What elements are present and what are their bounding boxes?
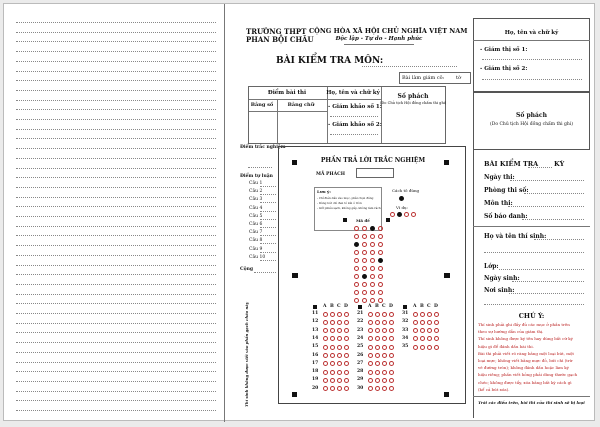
answer-bubble[interactable] [337, 320, 342, 325]
right-examiner-2-dots [482, 79, 582, 80]
nation-title: CỘNG HÒA XÃ HỘI CHỦ NGHĨA VIỆT NAM [309, 27, 468, 35]
question-score-dots [260, 186, 276, 187]
answer-question-number: 17 [312, 360, 319, 366]
writing-line [16, 90, 216, 91]
candidate-id-label: Số báo danh: [484, 213, 528, 220]
question-score-dots [260, 252, 276, 253]
attention-footer: Trái các điều trên, bài thi của thí sinh sẽ bị loại [478, 400, 585, 405]
examiner-2-dots [330, 134, 378, 135]
answer-bubble[interactable] [420, 312, 425, 317]
code-bubble[interactable] [354, 298, 359, 303]
code-bubble[interactable] [378, 274, 383, 279]
question-score-label: Câu 3 [249, 197, 263, 203]
code-bubble[interactable] [362, 234, 367, 239]
side-mark [292, 273, 298, 278]
question-score-label: Câu 4 [249, 205, 263, 211]
score-words-col: Bằng chữ [287, 102, 315, 108]
subject-dots [362, 66, 457, 67]
answer-question-number: 35 [402, 344, 409, 350]
answer-bubble[interactable] [413, 312, 418, 317]
room-dots [524, 193, 584, 194]
code-grid-label: Mã đề [356, 218, 370, 223]
writing-line [16, 61, 216, 62]
writing-line [16, 51, 216, 52]
code-bubble[interactable] [378, 266, 383, 271]
attention-line: Bài thi phải viết rõ ràng bằng một loại bút, một [478, 350, 575, 356]
answer-sheet-title: PHẦN TRẢ LỜI TRẮC NGHIỆM [320, 157, 426, 164]
writing-line [16, 109, 216, 110]
answer-bubble[interactable] [389, 345, 394, 350]
writing-line [16, 294, 216, 295]
mc-score-label: Điểm trắc nghiệm [240, 145, 286, 150]
question-score-dots [260, 227, 276, 228]
place-dots-2 [484, 304, 584, 305]
attention-line: hiệu riêng; phần viết hỏng phải dùng thước gạch [478, 372, 578, 378]
answer-bubble[interactable] [330, 312, 335, 317]
answer-letter-header: D [389, 304, 393, 309]
answer-bubble[interactable] [434, 312, 439, 317]
right-exam-title: BÀI KIỂM TRA [484, 160, 539, 168]
corner-mark [292, 392, 297, 397]
code-field-label: MÃ PHÁCH [316, 172, 345, 177]
answer-bubble[interactable] [344, 320, 349, 325]
answer-bubble[interactable] [382, 370, 387, 375]
code-bubble[interactable] [378, 258, 383, 263]
answer-bubble[interactable] [413, 345, 418, 350]
exam-sheet [3, 3, 595, 421]
answer-question-number: 34 [402, 335, 409, 341]
answer-bubble[interactable] [368, 345, 373, 350]
answer-bubble[interactable] [389, 312, 394, 317]
answer-question-number: 24 [357, 335, 364, 341]
right-code-box [473, 92, 590, 150]
answer-bubble[interactable] [389, 320, 394, 325]
answer-bubble[interactable] [389, 353, 394, 358]
question-score-label: Câu 9 [249, 246, 263, 252]
example-bubble [404, 212, 409, 217]
code-bubble[interactable] [354, 282, 359, 287]
answer-letter-header: D [344, 304, 348, 309]
code-bubble[interactable] [362, 274, 367, 279]
answer-letter-header: A [413, 304, 417, 309]
writing-line [16, 32, 216, 33]
answer-question-number: 32 [402, 319, 409, 325]
code-bubble[interactable] [370, 258, 375, 263]
subject-label: Môn thi: [484, 200, 513, 207]
code-bubble[interactable] [370, 274, 375, 279]
answer-bubble[interactable] [375, 378, 380, 383]
answer-question-number: 14 [312, 335, 319, 341]
question-score-dots [260, 202, 276, 203]
attention-line: loại mực; không viết bằng mực đỏ, bút chì (trừ [478, 358, 573, 363]
answer-letter-header: B [330, 304, 334, 309]
date-dots [510, 180, 584, 181]
writing-line [16, 313, 216, 314]
question-score-label: Câu 7 [249, 230, 263, 236]
writing-line [16, 80, 216, 81]
writing-line [16, 71, 216, 72]
answer-bubble[interactable] [344, 378, 349, 383]
answer-bubble[interactable] [323, 353, 328, 358]
right-examiners-title: Họ, tên và chữ ký [504, 30, 559, 36]
answer-bubble[interactable] [427, 312, 432, 317]
writing-line [16, 226, 216, 227]
attention-line: chéo; không được tẩy, xóa bằng bất kỳ cách gì [478, 379, 572, 385]
answer-question-number: 22 [357, 319, 364, 325]
answer-question-number: 21 [357, 311, 364, 316]
answer-question-number: 18 [312, 369, 319, 375]
code-note: (Do Chủ tịch Hội đồng chấm thi ghi) [380, 101, 447, 105]
writing-line [16, 400, 216, 401]
right-code-note: (Do Chủ tịch Hội đồng chấm thi ghi) [489, 122, 574, 127]
footer-rule [473, 396, 590, 397]
answer-bubble[interactable] [413, 320, 418, 325]
right-exam-dots [528, 167, 552, 168]
answer-column-mark [403, 305, 407, 309]
score-number-col: Bằng số [250, 102, 274, 108]
answer-bubble[interactable] [389, 370, 394, 375]
answer-question-number: 29 [357, 377, 364, 383]
answer-question-number: 23 [357, 327, 364, 333]
question-score-label: Câu 6 [249, 222, 263, 227]
writing-line [16, 148, 216, 149]
writing-line [16, 187, 216, 188]
vertical-note-text: Thí sinh không được viết vào phần gạch chéo này [244, 302, 249, 407]
writing-line [16, 168, 216, 169]
answer-letter-header: B [420, 304, 424, 309]
answer-question-number: 28 [357, 369, 364, 375]
right-examiner-1: - Giám thị số 1: [480, 47, 528, 53]
answer-bubble[interactable] [330, 353, 335, 358]
separator-left [224, 4, 225, 422]
writing-line [16, 255, 216, 256]
writing-line [16, 216, 216, 217]
example-bubble [390, 212, 395, 217]
question-score-dots [260, 194, 276, 195]
answer-letter-header: C [427, 304, 431, 309]
example-bubble [397, 212, 402, 217]
examiners-header: Họ, tên và chữ ký [326, 90, 380, 96]
notes-line-3: - Giữ phiếu sạch, không gấp, không làm rách [317, 206, 381, 210]
answer-bubble[interactable] [323, 345, 328, 350]
answer-question-number: 26 [357, 352, 364, 358]
motto-underline [344, 44, 414, 45]
examiner-2-label: - Giám khảo số 2: [328, 122, 382, 128]
writing-line [16, 284, 216, 285]
answer-bubble[interactable] [420, 345, 425, 350]
writing-line [16, 410, 216, 411]
writing-line [16, 274, 216, 275]
candidate-name-dots [534, 239, 584, 240]
notes-line-2: - Dùng bút chì đen tô kín ô tròn [317, 201, 362, 205]
question-score-dots [260, 219, 276, 220]
place-dots [509, 293, 584, 294]
essay-score-label: Điểm tự luận [240, 174, 273, 179]
answer-bubble[interactable] [323, 378, 328, 383]
page-count-unit: tờ [456, 75, 462, 81]
answer-bubble[interactable] [389, 378, 394, 383]
dob-dots [512, 281, 584, 282]
code-bubble[interactable] [370, 242, 375, 247]
code-bubble[interactable] [354, 242, 359, 247]
notes-line-1: - Chỉ điền dấu vào mục, phải chọn đúng [317, 196, 374, 200]
code-bubble[interactable] [370, 290, 375, 295]
answer-bubble[interactable] [382, 320, 387, 325]
answer-bubble[interactable] [344, 345, 349, 350]
answer-bubble[interactable] [368, 320, 373, 325]
place-label: Nơi sinh: [484, 287, 515, 294]
attention-title: CHÚ Ý: [518, 312, 545, 320]
candidate-id-dots [522, 219, 584, 220]
answer-bubble[interactable] [375, 370, 380, 375]
answer-bubble[interactable] [323, 370, 328, 375]
answer-bubble[interactable] [434, 320, 439, 325]
right-divider-1 [473, 226, 590, 227]
writing-line [16, 206, 216, 207]
code-bubble[interactable] [370, 298, 375, 303]
code-bubble[interactable] [354, 290, 359, 295]
code-field[interactable] [356, 168, 394, 178]
question-score-label: Câu 5 [249, 213, 263, 219]
example-bubble-correct [399, 196, 404, 201]
answer-bubble[interactable] [344, 312, 349, 317]
code-bubble[interactable] [378, 242, 383, 247]
question-score-dots [260, 243, 276, 244]
answer-bubble[interactable] [368, 370, 373, 375]
writing-line [16, 265, 216, 266]
code-bubble[interactable] [378, 250, 383, 255]
total-label: Cộng [240, 267, 254, 272]
answer-bubble[interactable] [382, 378, 387, 383]
answer-bubble[interactable] [427, 320, 432, 325]
examiner-1-label: - Giám khảo số 1: [328, 104, 382, 110]
writing-line [16, 119, 216, 120]
answer-bubble[interactable] [344, 353, 349, 358]
question-score-dots [260, 235, 276, 236]
code-bubble[interactable] [354, 258, 359, 263]
attention-line: Thí sinh phải ghi đầy đủ các mục ở phần trên [478, 322, 570, 327]
writing-line [16, 22, 216, 23]
answer-bubble[interactable] [330, 320, 335, 325]
answer-bubble[interactable] [434, 345, 439, 350]
question-score-dots [260, 260, 276, 261]
writing-line [16, 371, 216, 372]
subject-field-dots [508, 206, 584, 207]
mc-score-dots [248, 167, 272, 168]
right-examiners-rule [473, 40, 590, 41]
example-label: Ví dụ: [396, 205, 408, 210]
writing-line [16, 303, 216, 304]
answer-bubble[interactable] [427, 345, 432, 350]
answer-question-number: 31 [402, 311, 409, 316]
writing-line [16, 100, 216, 101]
answer-question-number: 20 [312, 385, 319, 391]
code-bubble[interactable] [362, 226, 367, 231]
corner-mark [444, 160, 449, 165]
answer-bubble[interactable] [375, 353, 380, 358]
question-score-label: Câu 2 [249, 189, 263, 195]
answer-bubble[interactable] [330, 370, 335, 375]
writing-line [16, 138, 216, 139]
writing-line [16, 197, 216, 198]
date-label: Ngày thi: [484, 174, 515, 181]
answer-question-number: 25 [357, 344, 364, 350]
answer-bubble[interactable] [368, 353, 373, 358]
code-header: Số phách [397, 93, 429, 100]
writing-line [16, 332, 216, 333]
answer-bubble[interactable] [375, 312, 380, 317]
writing-line [16, 41, 216, 42]
code-bubble[interactable] [370, 266, 375, 271]
code-bubble[interactable] [378, 282, 383, 287]
class-label: Lớp: [484, 263, 499, 270]
method-label: Cách tô đúng [392, 188, 420, 193]
notes-title: Lưu ý: [317, 189, 331, 194]
answer-bubble[interactable] [375, 345, 380, 350]
attention-line: theo sự hướng dẫn của giám thị. [478, 329, 544, 335]
answer-question-number: 15 [312, 344, 319, 350]
corner-mark [444, 392, 449, 397]
code-bubble[interactable] [378, 290, 383, 295]
code-bubble[interactable] [378, 226, 383, 231]
writing-line [16, 177, 216, 178]
code-bubble[interactable] [362, 250, 367, 255]
total-dots [254, 272, 276, 273]
writing-line [16, 245, 216, 246]
answer-question-number: 19 [312, 377, 319, 383]
attention-line: vẽ đường tròn); không đánh dấu hoặc làm ký [478, 365, 569, 371]
question-score-label: Câu 1 [249, 181, 263, 186]
corner-mark [292, 160, 297, 165]
writing-line [16, 323, 216, 324]
attention-line: hiệu gì để đánh dấu bài thi. [478, 343, 534, 349]
code-bubble[interactable] [354, 274, 359, 279]
writing-line [16, 381, 216, 382]
answer-bubble[interactable] [337, 370, 342, 375]
attention-line: Thí sinh không được ký tên hay dùng bất cứ ký [478, 336, 573, 342]
side-mark [444, 273, 450, 278]
room-label: Phòng thi số: [484, 187, 529, 194]
nation-motto: Độc lập - Tự do - Hạnh phúc [335, 36, 423, 42]
writing-line [16, 129, 216, 130]
school-name-line2: PHAN BỘI CHÂU [246, 35, 314, 44]
answer-bubble[interactable] [344, 370, 349, 375]
answer-letter-header: A [323, 304, 327, 309]
score-header: Điểm bài thi [267, 90, 307, 96]
attention-line: (kể cả bút xóa). [478, 386, 510, 392]
code-grid-mark [343, 218, 347, 222]
code-bubble[interactable] [370, 226, 375, 231]
example-bubble [411, 212, 416, 217]
answer-bubble[interactable] [330, 378, 335, 383]
writing-line [16, 391, 216, 392]
answer-column-mark [358, 305, 362, 309]
question-score-dots [260, 211, 276, 212]
code-bubble[interactable] [378, 298, 383, 303]
candidate-name-label: Họ và tên thí sinh: [484, 233, 547, 240]
code-bubble[interactable] [362, 258, 367, 263]
answer-question-number: 33 [402, 327, 409, 333]
code-bubble[interactable] [354, 226, 359, 231]
dob-label: Ngày sinh: [484, 275, 520, 282]
code-bubble[interactable] [370, 234, 375, 239]
answer-letter-header: A [368, 304, 372, 309]
code-bubble[interactable] [370, 282, 375, 287]
answer-question-number: 13 [312, 327, 319, 333]
school-name-line1: TRƯỜNG THPT [246, 27, 307, 36]
answer-bubble[interactable] [382, 312, 387, 317]
answer-question-number: 27 [357, 360, 364, 366]
writing-line [16, 158, 216, 159]
answer-letter-header: D [434, 304, 438, 309]
answer-bubble[interactable] [323, 312, 328, 317]
candidate-name-dots-2 [484, 252, 584, 253]
right-code-title: Số phách [516, 112, 547, 119]
vertical-note [233, 302, 252, 407]
examiner-1-dots [330, 116, 378, 117]
answer-bubble[interactable] [330, 345, 335, 350]
code-bubble[interactable] [362, 266, 367, 271]
code-bubble[interactable] [362, 290, 367, 295]
answer-bubble[interactable] [337, 345, 342, 350]
code-bubble[interactable] [362, 298, 367, 303]
question-score-label: Câu 8 [249, 238, 263, 244]
right-examiner-1-dots [482, 59, 582, 60]
code-bubble[interactable] [370, 250, 375, 255]
answer-bubble[interactable] [375, 320, 380, 325]
code-bubble[interactable] [354, 250, 359, 255]
answer-bubble[interactable] [337, 378, 342, 383]
code-bubble[interactable] [354, 266, 359, 271]
right-examiner-2: - Giám thị số 2: [480, 66, 528, 72]
answer-bubble[interactable] [337, 353, 342, 358]
answer-column-mark [313, 305, 317, 309]
answer-bubble[interactable] [368, 378, 373, 383]
code-bubble[interactable] [378, 234, 383, 239]
answer-bubble[interactable] [382, 345, 387, 350]
answer-question-number: 12 [312, 319, 319, 325]
answer-question-number: 30 [357, 385, 364, 391]
answer-letter-header: C [382, 304, 386, 309]
writing-line [16, 352, 216, 353]
class-dots [499, 269, 584, 270]
answer-question-number: 16 [312, 352, 319, 358]
answer-bubble[interactable] [337, 312, 342, 317]
writing-line [16, 235, 216, 236]
answer-question-number: 11 [312, 311, 319, 316]
writing-line [16, 342, 216, 343]
exam-subject-title: BÀI KIỂM TRA MÔN: [276, 56, 384, 66]
code-bubble[interactable] [362, 282, 367, 287]
answer-bubble[interactable] [382, 353, 387, 358]
answer-letter-header: C [337, 304, 341, 309]
answer-bubble[interactable] [368, 312, 373, 317]
right-exam-suffix: KỲ [554, 160, 565, 168]
code-grid-mark [386, 218, 390, 222]
code-bubble[interactable] [354, 234, 359, 239]
question-score-label: Câu 10 [249, 254, 266, 260]
page-count-label: Bài làm giám cô: [402, 75, 445, 81]
answer-bubble[interactable] [420, 320, 425, 325]
answer-bubble[interactable] [323, 320, 328, 325]
writing-line [16, 362, 216, 363]
answer-letter-header: B [375, 304, 379, 309]
code-bubble[interactable] [362, 242, 367, 247]
